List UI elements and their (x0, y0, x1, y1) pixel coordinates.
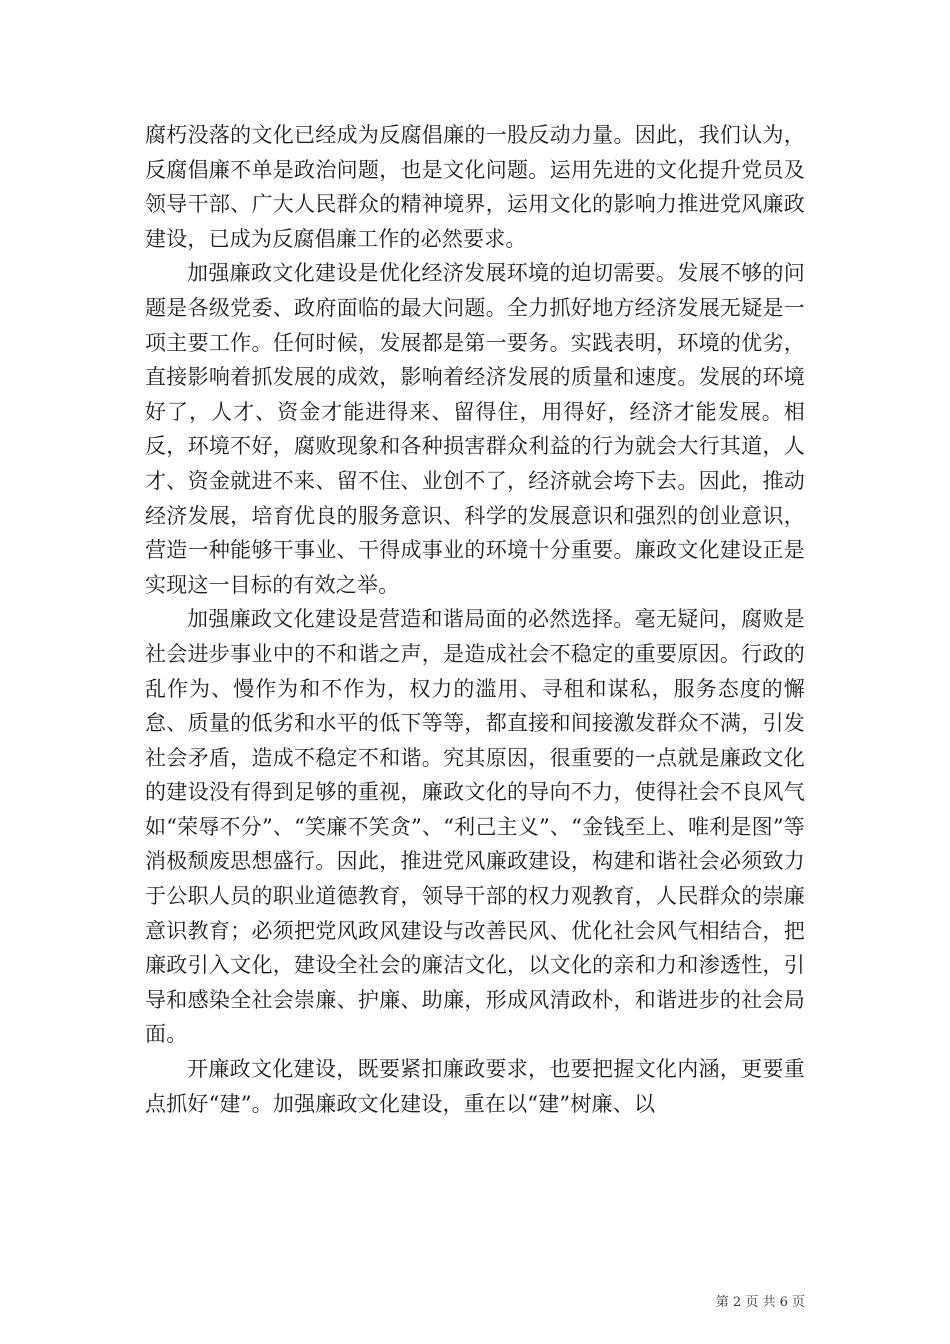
document-body (145, 118, 805, 1121)
paragraph-2: 加强廉政文化建设是优化经济发展环境的迫切需要。发展不够的问题是各级党委、政府面临的最大问题。全力抓好地方经济发展无疑是一项主要工作。任何时候，发展都是第一要务。实践表明，环境的优劣，直接影响着抓发展的成效，影响着经济发展的质量和速度。发展的环境好了，人才、资金才能进得来、留得住，用得好，经济才能发展。相反，环境不好，腐败现象和各种损害群众利益的行为就会大行其道，人才、资金就进不来、留不住、业创不了，经济就会垮下去。因此，推动经济发展，培育优良的服务意识、科学的发展意识和强烈的创业意识，营造一种能够干事业、干得成事业的环境十分重要。廉政文化建设正是实现这一目标的有效之举。 (145, 261, 805, 597)
page-number: 第 2 页 共 6 页 (715, 1295, 805, 1310)
paragraph-3: 加强廉政文化建设是营造和谐局面的必然选择。毫无疑问，腐败是社会进步事业中的不和谐之声，是造成社会不稳定的重要原因。行政的乱作为、慢作为和不作为，权力的滥用、寻租和谋私，服务态度的懈怠、质量的低劣和水平的低下等等，都直接和间接激发群众不满，引发社会矛盾，造成不稳定不和谐。究其原因，很重要的一点就是廉政文化的建设没有得到足够的重视，廉政文化的导向不力，使得社会不良风气如“荣辱不分”、“笑廉不笑贪”、“利己主义”、“金钱至上、唯利是图”等消极颓废思想盛行。因此，推进党风廉政建设，构建和谐社会必须致力于公职人员的职业道德教育，领导干部的权力观教育，人民群众的崇廉意识教育；必须把党风政风建设与改善民风、优化社会风气相结合，把廉政引入文化，建设全社会的廉洁文化，以文化的亲和力和渗透性，引导和感染全社会崇廉、护廉、助廉，形成风清政朴，和谐进步的社会局面。 (145, 607, 805, 1047)
paragraph-1: 腐朽没落的文化已经成为反腐倡廉的一股反动力量。因此，我们认为，反腐倡廉不单是政治问题，也是文化问题。运用先进的文化提升党员及领导干部、广大人民群众的精神境界，运用文化的影响力推进党风廉政建设，已成为反腐倡廉工作的必然要求。 (145, 123, 805, 251)
paragraph-4: 开廉政文化建设，既要紧扣廉政要求，也要把握文化内涵，更要重点抓好“建”。加强廉政文化建设，重在以“建”树廉、以 (145, 1057, 805, 1116)
